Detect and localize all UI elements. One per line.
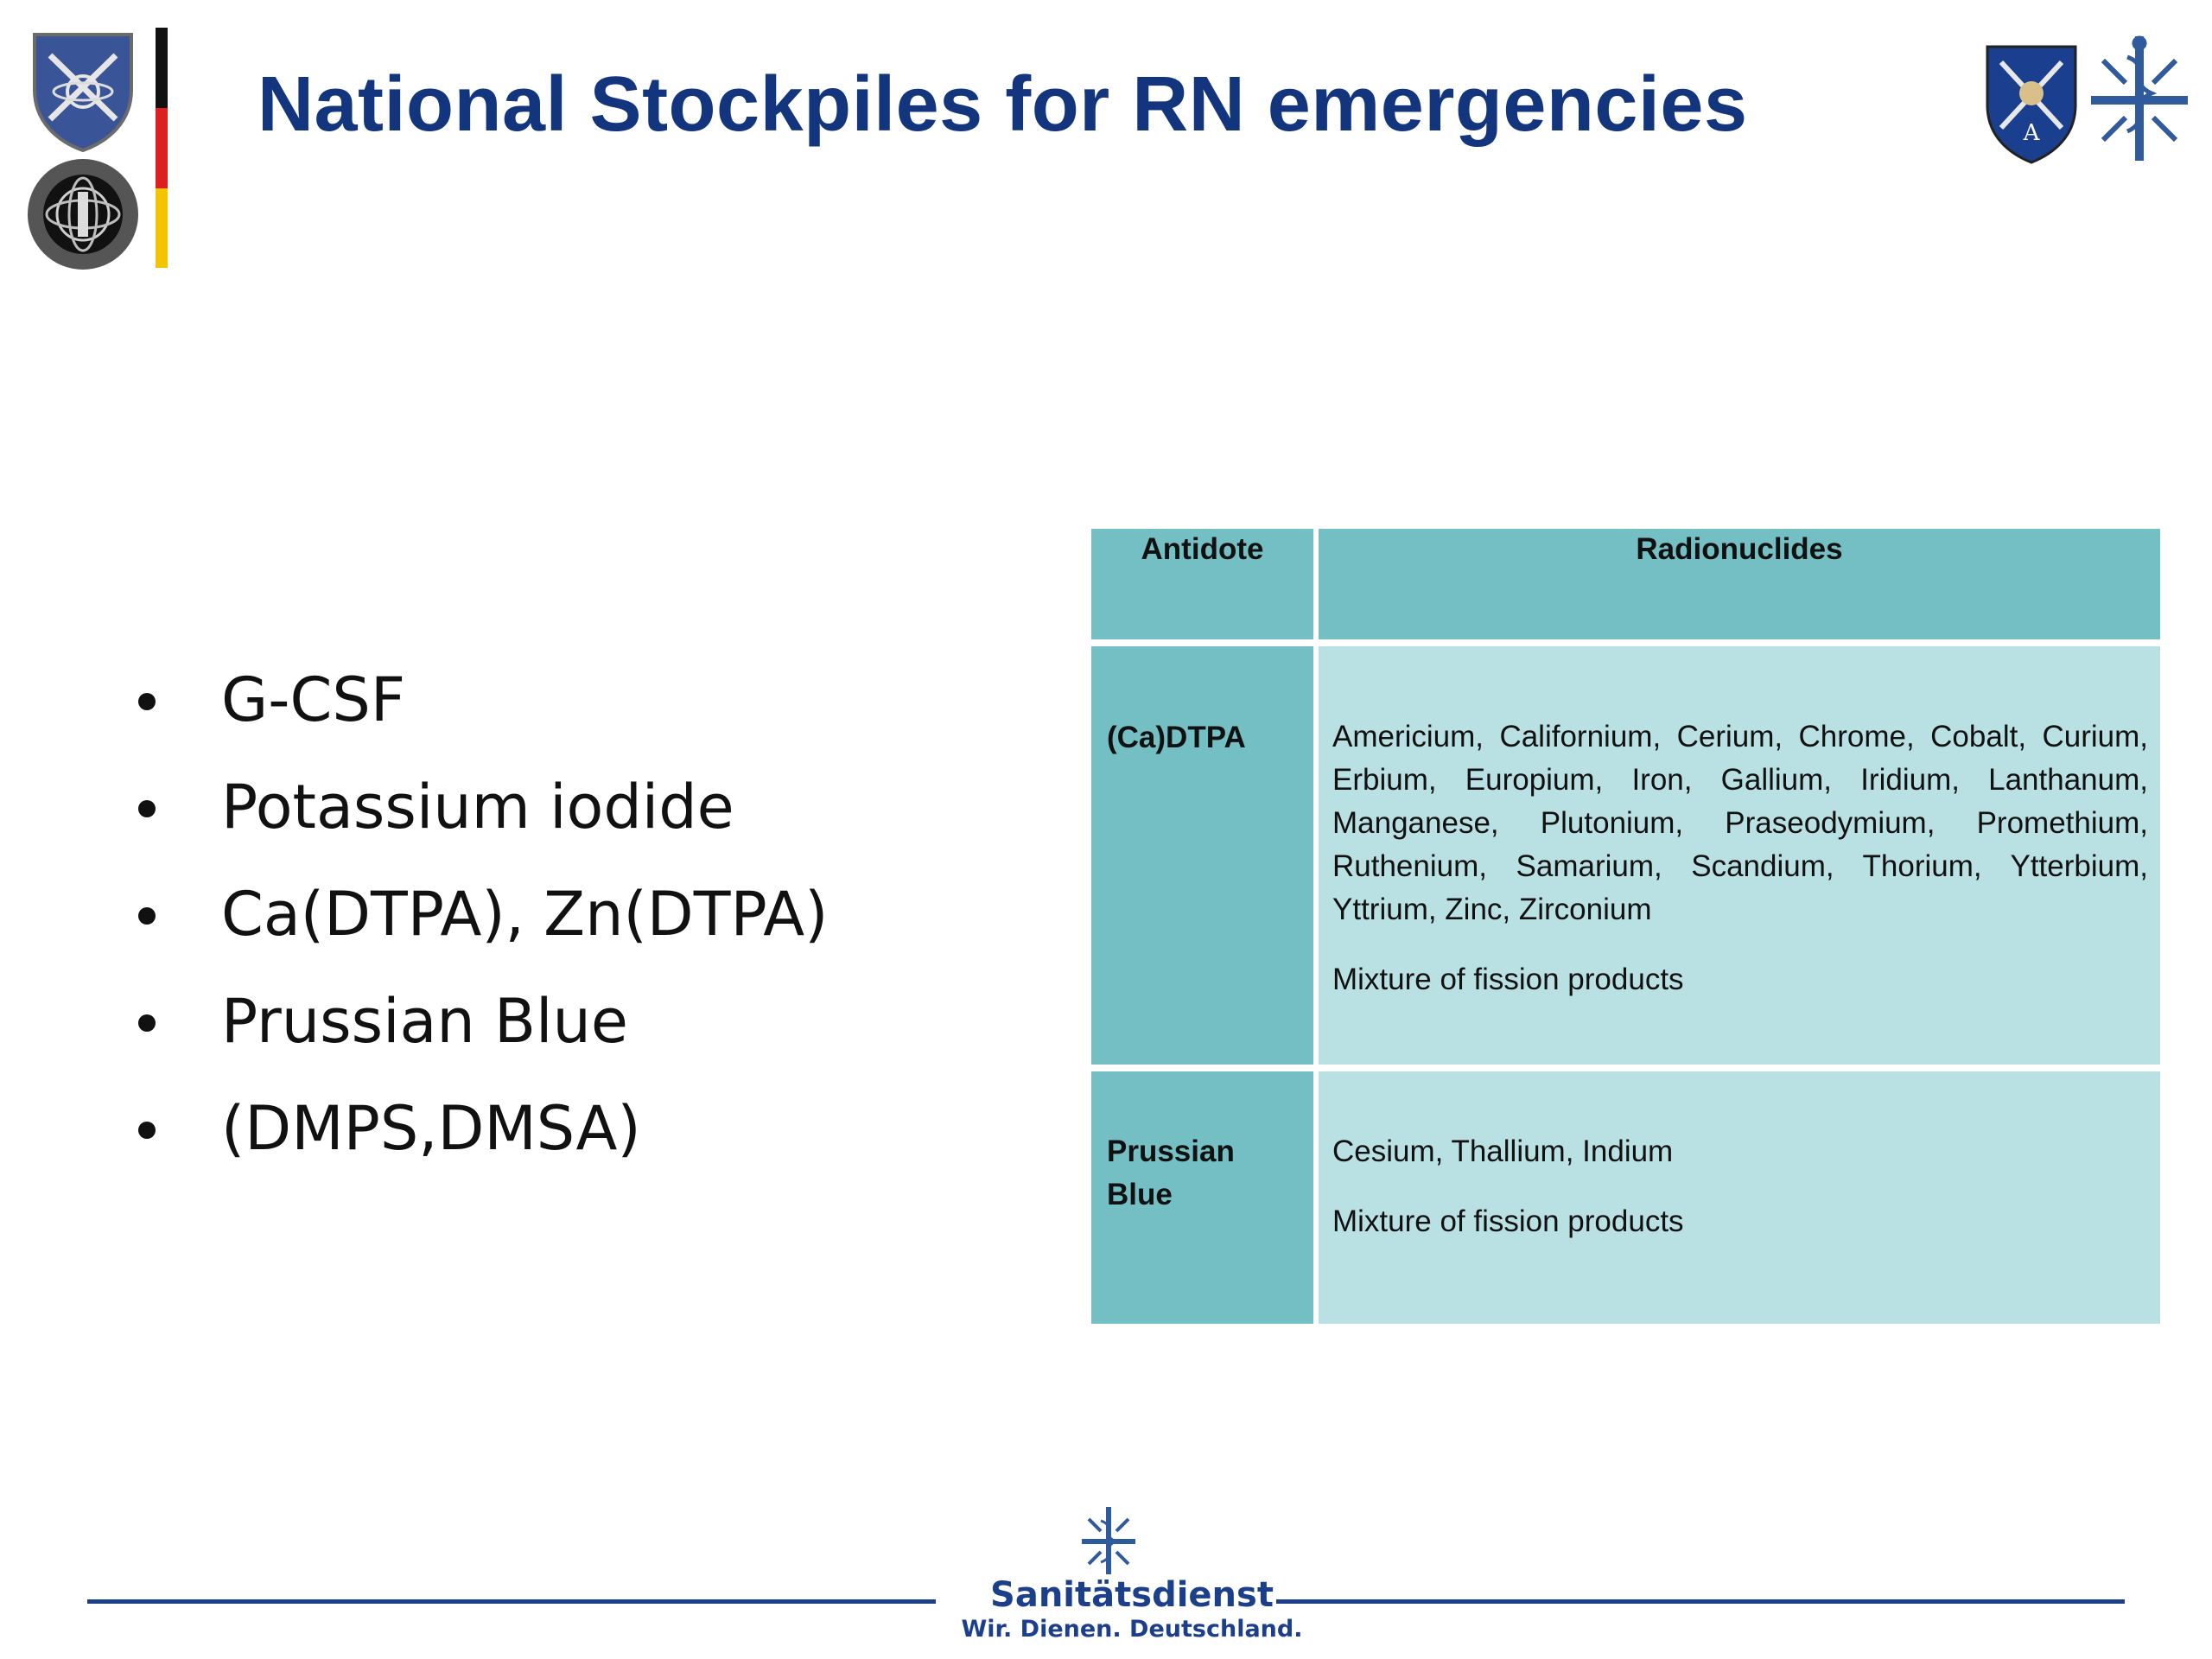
slide-title: National Stockpiles for RN emergencies [257, 61, 1748, 148]
bullet-icon [138, 693, 156, 710]
table-cell-antidote: (Ca)DTPA [1091, 646, 1313, 1065]
medical-cross-logo [2084, 31, 2195, 168]
medical-cross-icon [1077, 1503, 1141, 1578]
bullet-icon [138, 800, 156, 817]
university-seal-logo [22, 157, 143, 271]
table-header-antidote: Antidote [1091, 529, 1313, 639]
list-item: G-CSF [130, 657, 828, 764]
footer-rule-left [87, 1599, 936, 1604]
list-item: Ca(DTPA), Zn(DTPA) [130, 871, 828, 978]
footer-brand [916, 1574, 1348, 1643]
footer-rule-right [1276, 1599, 2125, 1604]
list-item: Potassium iodide [130, 764, 828, 871]
table-cell-antidote: Prussian Blue [1091, 1071, 1313, 1324]
radionuclide-list: Americium, Californium, Cerium, Chrome, Cobalt, Curium, Erbium, Europium, Iron, Gallium, Iridium, Lanthanum, Manganese, Plutonium, Praseodymium, Promethium, Ruthenium, Samarium, Scandium, Thorium, Ytterbium, Yttrium, Zinc, Zirconium [1332, 720, 2148, 926]
radionuclide-list: Cesium, Thallium, Indium [1332, 1135, 1674, 1168]
antidote-table [1091, 529, 2160, 1324]
academy-crest-logo [1984, 43, 2079, 164]
table-header-radionuclides: Radionuclides [1319, 529, 2160, 639]
footer-brand-name: Sanitätsdienst [990, 1575, 1274, 1615]
fission-note: Mixture of fission products [1332, 1205, 1684, 1238]
fission-note: Mixture of fission products [1332, 963, 1684, 996]
bullet-icon [138, 1014, 156, 1032]
footer-tagline: Wir. Dienen. Deutschland. [961, 1616, 1303, 1643]
german-flag-stripe [156, 28, 168, 268]
list-item: (DMPS,DMSA) [130, 1085, 828, 1192]
bullet-icon [138, 1122, 156, 1139]
bullet-icon [138, 907, 156, 925]
list-item: Prussian Blue [130, 978, 828, 1085]
table-cell-radionuclides [1319, 646, 2160, 1065]
bullet-list [130, 657, 828, 1192]
svg-text:A: A [2023, 120, 2040, 146]
table-cell-radionuclides [1319, 1071, 2160, 1324]
academy-shield-logo [31, 29, 135, 152]
